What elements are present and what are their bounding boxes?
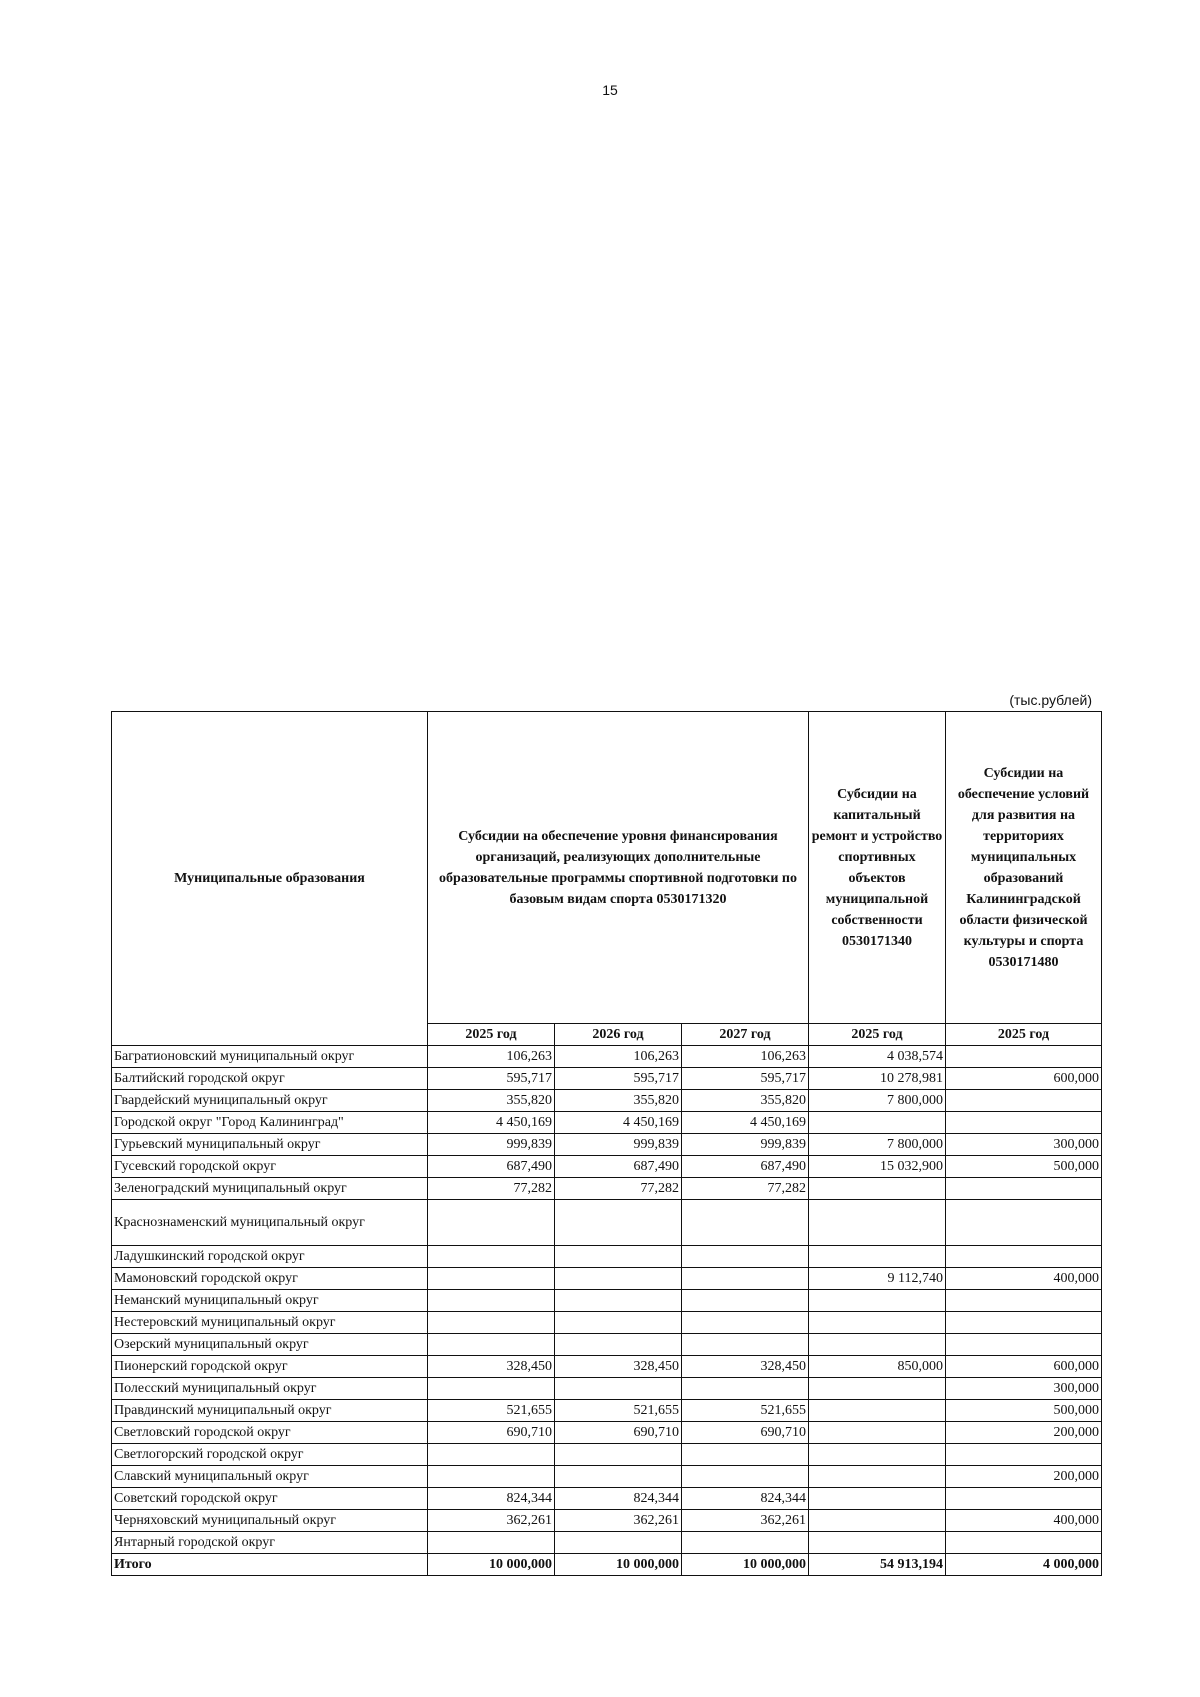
municipality-name: Гвардейский муниципальный округ (112, 1090, 428, 1112)
header-year: 2025 год (428, 1024, 555, 1046)
amount-cell (555, 1268, 682, 1290)
header-group-capital-repair: Субсидии на капитальный ремонт и устройство спортивных объектов муниципальной собственности 0530171340 (809, 712, 946, 1024)
amount-cell (809, 1112, 946, 1134)
amount-cell (946, 1334, 1102, 1356)
amount-cell (428, 1268, 555, 1290)
amount-cell: 600,000 (946, 1356, 1102, 1378)
table-row (112, 1400, 1102, 1422)
amount-cell (555, 1532, 682, 1554)
amount-cell: 521,655 (682, 1400, 809, 1422)
amount-cell (946, 1112, 1102, 1134)
amount-cell (946, 1200, 1102, 1246)
amount-cell (555, 1246, 682, 1268)
municipality-name: Светлогорский городской округ (112, 1444, 428, 1466)
amount-cell: 595,717 (682, 1068, 809, 1090)
municipality-name: Городской округ "Город Калининград" (112, 1112, 428, 1134)
municipality-name: Советский городской округ (112, 1488, 428, 1510)
amount-cell: 300,000 (946, 1134, 1102, 1156)
amount-cell: 328,450 (555, 1356, 682, 1378)
amount-cell: 400,000 (946, 1510, 1102, 1532)
table-body (112, 1046, 1102, 1576)
municipality-name: Балтийский городской округ (112, 1068, 428, 1090)
municipality-name: Светловский городской округ (112, 1422, 428, 1444)
amount-cell (946, 1488, 1102, 1510)
amount-cell (946, 1444, 1102, 1466)
amount-cell (682, 1444, 809, 1466)
table-row (112, 1046, 1102, 1068)
amount-cell (809, 1246, 946, 1268)
amount-cell (682, 1466, 809, 1488)
table-row (112, 1178, 1102, 1200)
amount-cell: 4 450,169 (555, 1112, 682, 1134)
total-amount-cell: 10 000,000 (682, 1554, 809, 1576)
amount-cell (809, 1422, 946, 1444)
table-row (112, 1134, 1102, 1156)
amount-cell: 521,655 (428, 1400, 555, 1422)
municipality-name: Черняховский муниципальный округ (112, 1510, 428, 1532)
amount-cell: 690,710 (682, 1422, 809, 1444)
total-amount-cell: 10 000,000 (428, 1554, 555, 1576)
amount-cell (555, 1290, 682, 1312)
table-row (112, 1090, 1102, 1112)
amount-cell (809, 1290, 946, 1312)
amount-cell (428, 1378, 555, 1400)
amount-cell: 600,000 (946, 1068, 1102, 1090)
amount-cell: 355,820 (682, 1090, 809, 1112)
amount-cell: 595,717 (555, 1068, 682, 1090)
amount-cell: 500,000 (946, 1400, 1102, 1422)
municipality-name: Нестеровский муниципальный округ (112, 1312, 428, 1334)
amount-cell (682, 1246, 809, 1268)
header-group-program-funding: Субсидии на обеспечение уровня финансирования организаций, реализующих дополнительные образовательные программы спортивной подготовки по базовым видам спорта 0530171320 (428, 712, 809, 1024)
amount-cell: 687,490 (555, 1156, 682, 1178)
amount-cell: 362,261 (555, 1510, 682, 1532)
amount-cell (809, 1444, 946, 1466)
amount-cell (428, 1444, 555, 1466)
amount-cell: 300,000 (946, 1378, 1102, 1400)
table-header (112, 712, 1102, 1046)
table-row (112, 1334, 1102, 1356)
units-note: (тыс.рублей) (1009, 692, 1092, 708)
amount-cell: 7 800,000 (809, 1134, 946, 1156)
amount-cell (946, 1312, 1102, 1334)
amount-cell: 77,282 (428, 1178, 555, 1200)
amount-cell: 687,490 (682, 1156, 809, 1178)
municipality-name: Багратионовский муниципальный округ (112, 1046, 428, 1068)
amount-cell (682, 1378, 809, 1400)
amount-cell (946, 1290, 1102, 1312)
table-row (112, 1510, 1102, 1532)
amount-cell (809, 1488, 946, 1510)
amount-cell: 328,450 (428, 1356, 555, 1378)
amount-cell (682, 1312, 809, 1334)
table-row (112, 1246, 1102, 1268)
header-year: 2025 год (809, 1024, 946, 1046)
municipality-name: Пионерский городской округ (112, 1356, 428, 1378)
amount-cell (946, 1532, 1102, 1554)
header-group-sport-development: Субсидии на обеспечение условий для развития на территориях муниципальных образований Калининградской области физической культуры и спорта 0530171480 (946, 712, 1102, 1024)
amount-cell: 200,000 (946, 1466, 1102, 1488)
amount-cell (809, 1334, 946, 1356)
amount-cell (428, 1334, 555, 1356)
amount-cell: 4 450,169 (682, 1112, 809, 1134)
amount-cell (809, 1510, 946, 1532)
header-year: 2027 год (682, 1024, 809, 1046)
amount-cell (682, 1334, 809, 1356)
amount-cell: 106,263 (682, 1046, 809, 1068)
amount-cell (428, 1290, 555, 1312)
header-year: 2025 год (946, 1024, 1102, 1046)
municipality-name: Неманский муниципальный округ (112, 1290, 428, 1312)
amount-cell: 77,282 (555, 1178, 682, 1200)
municipality-name: Краснознаменский муниципальный округ (112, 1200, 428, 1246)
municipality-name: Гусевский городской округ (112, 1156, 428, 1178)
subsidies-table (111, 711, 1102, 1576)
table-row (112, 1156, 1102, 1178)
amount-cell (428, 1466, 555, 1488)
municipality-name: Славский муниципальный округ (112, 1466, 428, 1488)
amount-cell (428, 1312, 555, 1334)
amount-cell (555, 1466, 682, 1488)
amount-cell: 521,655 (555, 1400, 682, 1422)
municipality-name: Полесский муниципальный округ (112, 1378, 428, 1400)
amount-cell: 106,263 (428, 1046, 555, 1068)
amount-cell: 4 038,574 (809, 1046, 946, 1068)
table-row (112, 1112, 1102, 1134)
total-amount-cell: 4 000,000 (946, 1554, 1102, 1576)
amount-cell (809, 1378, 946, 1400)
amount-cell: 400,000 (946, 1268, 1102, 1290)
amount-cell (946, 1046, 1102, 1068)
table-row (112, 1200, 1102, 1246)
amount-cell: 4 450,169 (428, 1112, 555, 1134)
amount-cell: 328,450 (682, 1356, 809, 1378)
amount-cell: 15 032,900 (809, 1156, 946, 1178)
amount-cell (555, 1378, 682, 1400)
amount-cell: 850,000 (809, 1356, 946, 1378)
table-row (112, 1378, 1102, 1400)
municipality-name: Янтарный городской округ (112, 1532, 428, 1554)
table-row (112, 1422, 1102, 1444)
amount-cell: 362,261 (428, 1510, 555, 1532)
header-year: 2026 год (555, 1024, 682, 1046)
table-row (112, 1488, 1102, 1510)
amount-cell (682, 1268, 809, 1290)
amount-cell (809, 1400, 946, 1422)
amount-cell: 10 278,981 (809, 1068, 946, 1090)
table-row (112, 1532, 1102, 1554)
amount-cell: 687,490 (428, 1156, 555, 1178)
amount-cell (555, 1312, 682, 1334)
amount-cell (555, 1334, 682, 1356)
amount-cell: 500,000 (946, 1156, 1102, 1178)
municipality-name: Озерский муниципальный округ (112, 1334, 428, 1356)
amount-cell (946, 1178, 1102, 1200)
table-row (112, 1312, 1102, 1334)
amount-cell (682, 1532, 809, 1554)
municipality-name: Ладушкинский городской округ (112, 1246, 428, 1268)
table-row (112, 1068, 1102, 1090)
amount-cell (809, 1532, 946, 1554)
total-label: Итого (112, 1554, 428, 1576)
amount-cell: 690,710 (428, 1422, 555, 1444)
amount-cell: 200,000 (946, 1422, 1102, 1444)
municipality-name: Мамоновский городской округ (112, 1268, 428, 1290)
table-row (112, 1444, 1102, 1466)
amount-cell (946, 1090, 1102, 1112)
amount-cell (555, 1200, 682, 1246)
table-row (112, 1466, 1102, 1488)
municipality-name: Правдинский муниципальный округ (112, 1400, 428, 1422)
amount-cell: 595,717 (428, 1068, 555, 1090)
amount-cell (555, 1444, 682, 1466)
amount-cell: 106,263 (555, 1046, 682, 1068)
municipality-name: Гурьевский муниципальный округ (112, 1134, 428, 1156)
amount-cell: 690,710 (555, 1422, 682, 1444)
amount-cell: 824,344 (682, 1488, 809, 1510)
amount-cell: 77,282 (682, 1178, 809, 1200)
amount-cell (682, 1290, 809, 1312)
page-number: 15 (602, 82, 618, 98)
amount-cell (946, 1246, 1102, 1268)
table-row (112, 1290, 1102, 1312)
amount-cell (809, 1178, 946, 1200)
header-municipalities: Муниципальные образования (112, 712, 428, 1046)
amount-cell: 355,820 (555, 1090, 682, 1112)
table-row (112, 1268, 1102, 1290)
amount-cell: 824,344 (428, 1488, 555, 1510)
amount-cell: 999,839 (555, 1134, 682, 1156)
amount-cell (428, 1200, 555, 1246)
total-amount-cell: 54 913,194 (809, 1554, 946, 1576)
table-row (112, 1356, 1102, 1378)
amount-cell (682, 1200, 809, 1246)
amount-cell: 7 800,000 (809, 1090, 946, 1112)
amount-cell: 355,820 (428, 1090, 555, 1112)
total-amount-cell: 10 000,000 (555, 1554, 682, 1576)
amount-cell (809, 1466, 946, 1488)
amount-cell (809, 1200, 946, 1246)
amount-cell: 999,839 (428, 1134, 555, 1156)
amount-cell (428, 1246, 555, 1268)
amount-cell: 362,261 (682, 1510, 809, 1532)
amount-cell: 9 112,740 (809, 1268, 946, 1290)
total-row (112, 1554, 1102, 1576)
municipality-name: Зеленоградский муниципальный округ (112, 1178, 428, 1200)
amount-cell (428, 1532, 555, 1554)
amount-cell: 824,344 (555, 1488, 682, 1510)
amount-cell (809, 1312, 946, 1334)
amount-cell: 999,839 (682, 1134, 809, 1156)
